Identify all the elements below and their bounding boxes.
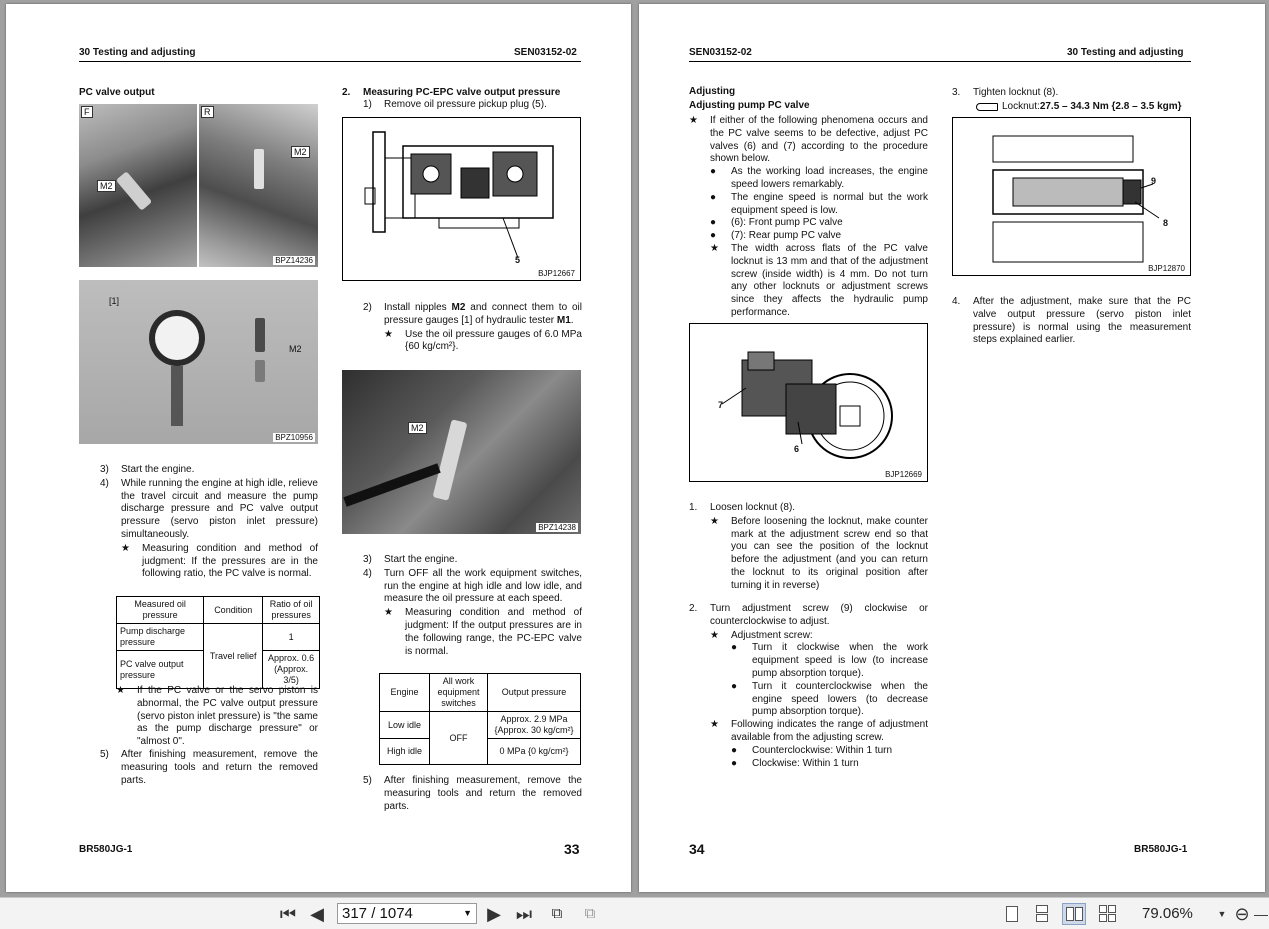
pump-drawing: [343, 118, 581, 281]
first-page-icon[interactable]: ⏮: [279, 904, 297, 924]
figure-code: BPZ14236: [275, 256, 313, 265]
table-cell: PC valve output pressure: [117, 651, 204, 689]
subsection-title: Adjusting pump PC valve: [689, 100, 810, 111]
table-cell: Approx. 0.6 (Approx. 3/5): [263, 651, 320, 689]
table-header: All work equipment switches: [430, 674, 488, 712]
table-header: Output pressure: [488, 674, 581, 712]
note-judgment: ★ Measuring condition and method of judgment: If the pressures are in the following ratio, the PC valve is normal.: [121, 542, 318, 580]
steps-start-engine: [100, 464, 318, 581]
section-title: Adjusting: [689, 86, 736, 97]
table-cell: 1: [263, 624, 320, 651]
col2-step-3: 3) Start the engine.: [363, 554, 458, 565]
zoom-level[interactable]: 79.06%: [1142, 905, 1193, 922]
figure-code: BJP12870: [1148, 264, 1185, 273]
star-icon: ★: [384, 328, 393, 340]
subsection-title: 2. Measuring PC-EPC valve output pressure: [342, 87, 561, 98]
table-cell: Low idle: [380, 712, 430, 739]
note-abnormal: ★ If the PC valve or the servo piston is abnormal, the PC valve output pressure (servo piston inlet pressure) is "the same as the pump discharge pressure" or "almost 0".: [116, 685, 318, 748]
page-number-input[interactable]: 317 / 1074 ▼: [337, 903, 477, 924]
table-header: Engine: [380, 674, 430, 712]
intro-notes: ★ If either of the following phenomena occurs and the PC valve seems to be defective, adjust PC valves (6) and (7) according to the procedure shown below. ● As the working load increases, the engine speed lowers remarkably. ● The engine speed is normal but the work equipment speed is low. ● (6): Front pump PC valve ● (7): Rear pump PC valve ★ The width across flats of the PC valve locknut is 13 mm and that of the adjustment screw (inside width) is 4 mm. Do not turn any other locknuts or adjustment screws since they affects the hydraulic pump performance.: [689, 115, 928, 318]
table-cell: 0 MPa {0 kg/cm²}: [488, 739, 581, 765]
col2-step-2: 2) Install nipples M2 and connect them to oil pressure gauges [1] of hydraulic tester M1. ★ Use the oil pressure gauges of 6.0 MPa {60 kg/cm²}.: [363, 302, 582, 353]
list-item: ● Clockwise: Within 1 turn: [731, 757, 859, 769]
figure-code: BPZ10956: [275, 433, 313, 442]
step-4: 4. After the adjustment, make sure that the PC valve output pressure (servo piston inlet pressure) is normal using the measurement steps explained earlier.: [952, 296, 1191, 346]
figure-code: BJP12667: [538, 269, 575, 278]
note-gauge: ★ Use the oil pressure gauges of 6.0 MPa {60 kg/cm²}.: [384, 328, 582, 353]
list-item: ● Counterclockwise: Within 1 turn: [731, 744, 893, 756]
star-icon: ★: [689, 115, 698, 126]
label-valve-6: 6: [794, 444, 800, 454]
zoom-out-icon[interactable]: ⊖: [1234, 904, 1250, 924]
section-title: PC valve output: [79, 87, 155, 98]
chevron-down-icon[interactable]: ▼: [463, 908, 472, 918]
col2-steps-b: [363, 554, 582, 658]
table-header: Ratio of oil pressures: [263, 597, 320, 624]
page-33: [6, 4, 631, 892]
step-3: 3) Start the engine.: [100, 464, 195, 475]
list-item: ● The engine speed is normal but the work equipment speed is low.: [710, 191, 928, 216]
table-output-pressure: [379, 673, 581, 765]
table-header: Measured oil pressure: [117, 597, 204, 624]
figure-code: BJP12669: [885, 470, 922, 479]
last-page-icon[interactable]: ⏭: [515, 904, 533, 924]
header-section: 30 Testing and adjusting: [1067, 47, 1184, 58]
note-counter-mark: ★ Before loosening the locknut, make counter mark at the adjustment screw end so that you can see the position of the locknut before the adjustment (and you can return the locknut to its original position after turning it in reverse): [710, 515, 928, 591]
table-pressure-ratio: [116, 596, 320, 689]
list-item: ● Turn it counterclockwise when the engine speed lowers (to decrease pump absorption torque).: [731, 680, 928, 718]
note-adjustment-screw: ★ Adjustment screw:: [710, 629, 813, 641]
two-page-continuous-view-button[interactable]: [1096, 903, 1120, 925]
page-number: 33: [564, 841, 580, 857]
note-width: ★ The width across flats of the PC valve locknut is 13 mm and that of the adjustment screw (inside width) is 4 mm. Do not turn any other locknuts or adjustment screws since they affects the hydraulic pump performance.: [710, 242, 928, 318]
col2-step-4: 4) Turn OFF all the work equipment switches, run the engine at high idle and low idle, and measure the oil pressure at each speed.: [363, 567, 582, 605]
previous-page-icon[interactable]: ◀: [310, 904, 324, 924]
step-5: 5) After finishing measurement, remove the measuring tools and return the removed parts.: [100, 749, 318, 786]
col2-step-1: 1) Remove oil pressure pickup plug (5).: [363, 99, 547, 110]
star-icon: ★: [384, 607, 393, 619]
tag-front: F: [81, 106, 93, 118]
label-screw-9: 9: [1151, 176, 1157, 186]
step-1: 1. Loosen locknut (8). ★ Before loosening the locknut, make counter mark at the adjustment screw end so that you can see the position of the locknut before the adjustment (and you can return the locknut to its original position after turning it in reverse): [689, 502, 928, 591]
figure-pump-assembly: [342, 117, 581, 281]
label-m2-nipple: M2: [289, 344, 302, 354]
label-locknut-8: 8: [1163, 218, 1169, 228]
figure-code: BPZ14238: [538, 523, 576, 532]
step-2: 2. Turn adjustment screw (9) clockwise or counterclockwise to adjust. ★ Adjustment screw: ● Turn it clockwise when the work equipment speed is low (to increase pump absorption torque). ● Turn it counterclockwise when the engine speed lowers (to decrease pump absorption torque). ★ Following indicates the range of adjustment available from the adjusting screw. ● Counterclockwise: Within 1 turn ● Clockwise: Within 1 turn: [689, 603, 928, 769]
table-cell: OFF: [430, 712, 488, 765]
header-rule: [689, 61, 1191, 62]
page-number: 34: [689, 841, 705, 857]
label-m2-photo: M2: [408, 422, 427, 434]
next-page-icon[interactable]: ▶: [487, 904, 501, 924]
zoom-slider-icon[interactable]: —: [1254, 906, 1268, 922]
table-cell: Travel relief: [204, 624, 263, 689]
star-icon: ★: [710, 719, 719, 731]
note-range: ★ Following indicates the range of adjustment available from the adjusting screw.: [710, 719, 928, 743]
label-m2-front: M2: [97, 180, 116, 192]
col2-step-5: 5) After finishing measurement, remove the measuring tools and return the removed parts.: [363, 775, 582, 812]
step-4: 4) While running the engine at high idle, relieve the travel circuit and measure the pump discharge pressure and PC valve output pressure (servo piston inlet pressure) simultaneously.: [100, 477, 318, 540]
star-icon: ★: [121, 542, 130, 554]
label-valve-7: 7: [718, 400, 724, 410]
single-page-view-button[interactable]: [1000, 903, 1024, 925]
go-forward-view-icon[interactable]: ⧉: [584, 905, 596, 922]
photo-nipple-installed: [342, 370, 581, 534]
torque-spec: Locknut: 27.5 – 34.3 Nm {2.8 – 3.5 kgm}: [952, 101, 1192, 114]
list-item: ● (7): Rear pump PC valve: [710, 230, 842, 242]
star-icon: ★: [710, 242, 719, 254]
footer-model: BR580JG-1: [79, 844, 133, 855]
note-output: ★ Measuring condition and method of judgment: If the output pressures are in the following range, the PC-EPC valve is normal.: [384, 607, 582, 657]
page-34: [639, 4, 1265, 892]
table-cell: Pump discharge pressure: [117, 624, 204, 651]
label-gauge-1: [1]: [109, 296, 120, 306]
header-rule: [79, 61, 581, 62]
label-plug-5: 5: [515, 255, 521, 265]
header-doc-id: SEN03152-02: [689, 47, 752, 58]
zoom-dropdown-icon[interactable]: ▼: [1217, 909, 1227, 919]
table-cell: High idle: [380, 739, 430, 765]
locknut-drawing: [953, 118, 1191, 276]
go-back-view-icon[interactable]: ⧉: [551, 905, 563, 922]
list-item: ● Turn it clockwise when the work equipment speed is low (to increase pump absorption torque).: [731, 642, 928, 679]
pump-valve-drawing: [690, 324, 928, 482]
photo-pressure-gauge: [79, 280, 318, 444]
header-section: 30 Testing and adjusting: [79, 47, 196, 58]
footer-model: BR580JG-1: [1134, 844, 1188, 855]
continuous-view-button[interactable]: [1030, 903, 1054, 925]
wrench-icon: [976, 103, 998, 111]
star-icon: ★: [116, 685, 125, 696]
star-icon: ★: [710, 629, 719, 641]
photo-pc-valve-ports: [79, 104, 318, 267]
viewer-toolbar: [0, 897, 1269, 929]
figure-pump-valves: [689, 323, 928, 482]
star-icon: ★: [710, 515, 719, 527]
label-m2-rear: M2: [291, 146, 310, 158]
table-cell: Approx. 2.9 MPa {Approx. 30 kg/cm²}: [488, 712, 581, 739]
list-item: ● As the working load increases, the engine speed lowers remarkably.: [710, 166, 928, 190]
two-page-view-button[interactable]: [1062, 903, 1086, 925]
table-header: Condition: [204, 597, 263, 624]
header-doc-id: SEN03152-02: [514, 47, 577, 58]
step-3: 3. Tighten locknut (8). Locknut: 27.5 – 34.3 Nm {2.8 – 3.5 kgm}: [952, 87, 1192, 114]
figure-locknut: [952, 117, 1191, 276]
list-item: ● (6): Front pump PC valve: [710, 217, 843, 229]
tag-rear: R: [201, 106, 214, 118]
